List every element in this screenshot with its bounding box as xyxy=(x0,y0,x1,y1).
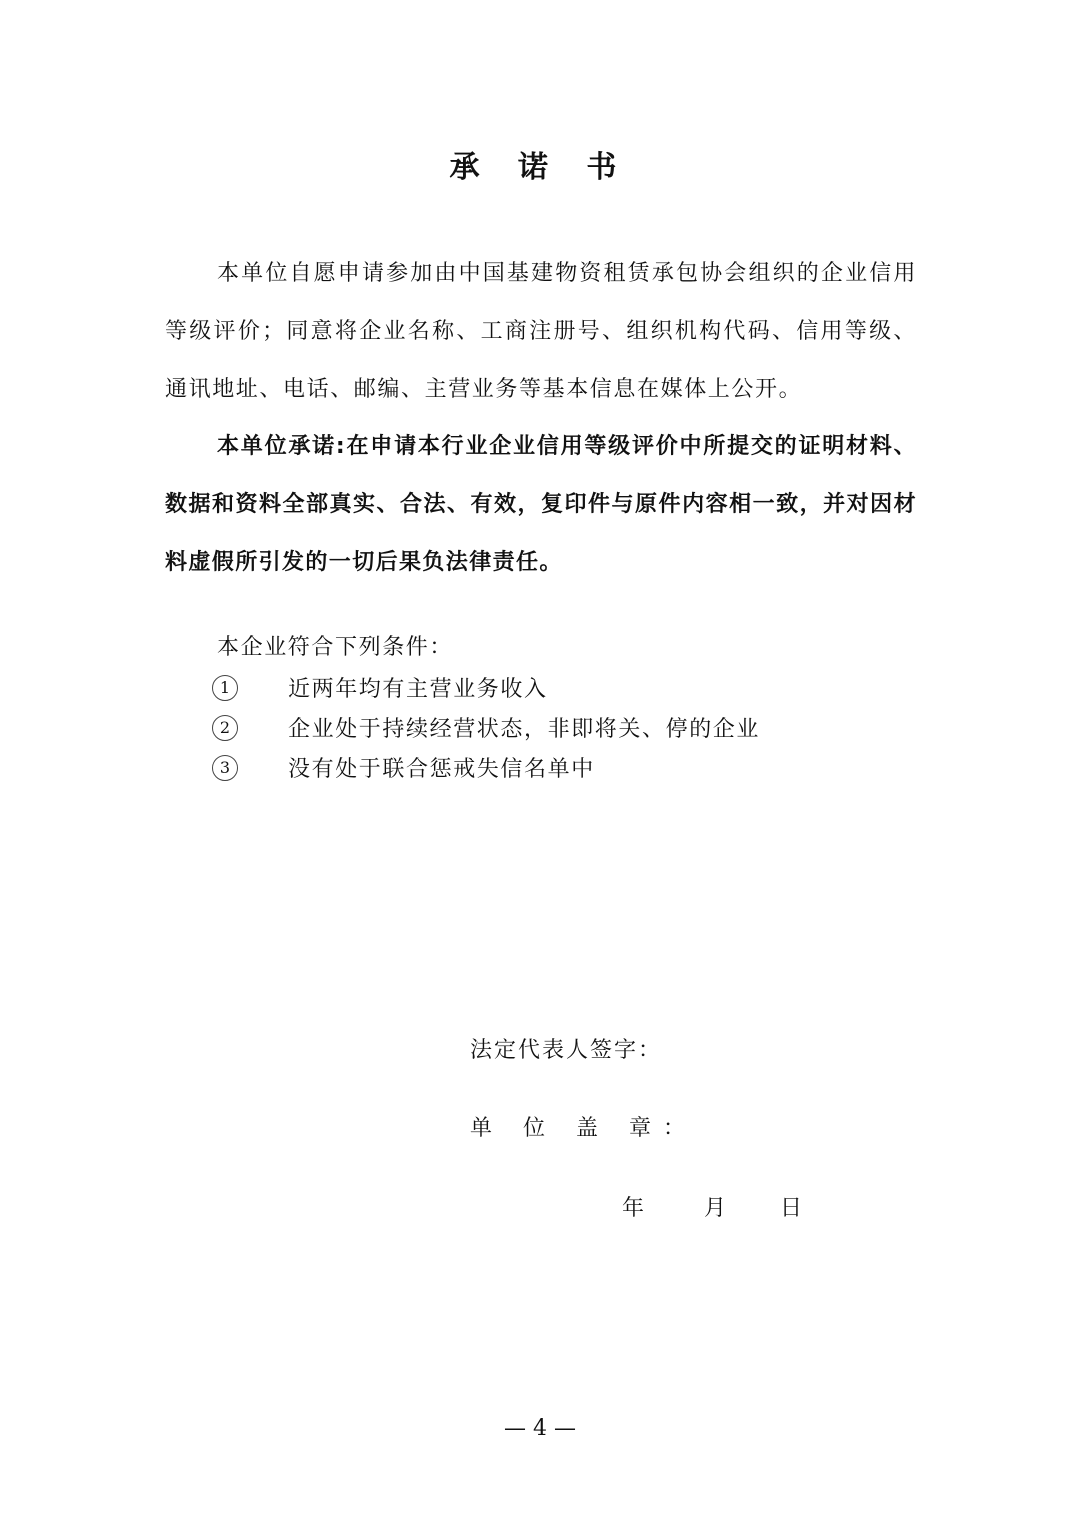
conditions-intro: 本企业符合下列条件： xyxy=(217,635,454,660)
page-number: — 4 — xyxy=(504,1416,576,1441)
date-month: 月 xyxy=(704,1196,727,1221)
date-year: 年 xyxy=(622,1196,645,1221)
condition-text: 没有处于联合惩戒失信名单中 xyxy=(288,757,595,782)
signature-label: 法定代表人签字： xyxy=(470,1038,663,1063)
date-day: 日 xyxy=(780,1196,803,1221)
date-line xyxy=(622,1191,802,1222)
condition-number: 3 xyxy=(212,755,238,781)
condition-text: 近两年均有主营业务收入 xyxy=(288,677,548,702)
document-title: 承 诺 书 xyxy=(449,150,631,185)
condition-number: 1 xyxy=(212,675,238,701)
condition-number: 2 xyxy=(212,715,238,741)
paragraph-commitment: 本单位承诺:在申请本行业企业信用等级评价中所提交的证明材料、数据和资料全部真实、合法、有效，复印件与原件内容相一致，并对因材料虚假所引发的一切后果负法律责任。 xyxy=(165,434,917,575)
seal-label: 单 位 盖 章： xyxy=(470,1116,697,1141)
condition-item xyxy=(212,712,760,743)
paragraph-application: 本单位自愿申请参加由中国基建物资租赁承包协会组织的企业信用等级评价；同意将企业名称、工商注册号、组织机构代码、信用等级、通讯地址、电话、邮编、主营业务等基本信息在媒体上公开。 xyxy=(165,261,917,402)
condition-item xyxy=(212,752,595,783)
condition-text: 企业处于持续经营状态，非即将关、停的企业 xyxy=(288,717,761,742)
condition-item xyxy=(212,672,548,703)
